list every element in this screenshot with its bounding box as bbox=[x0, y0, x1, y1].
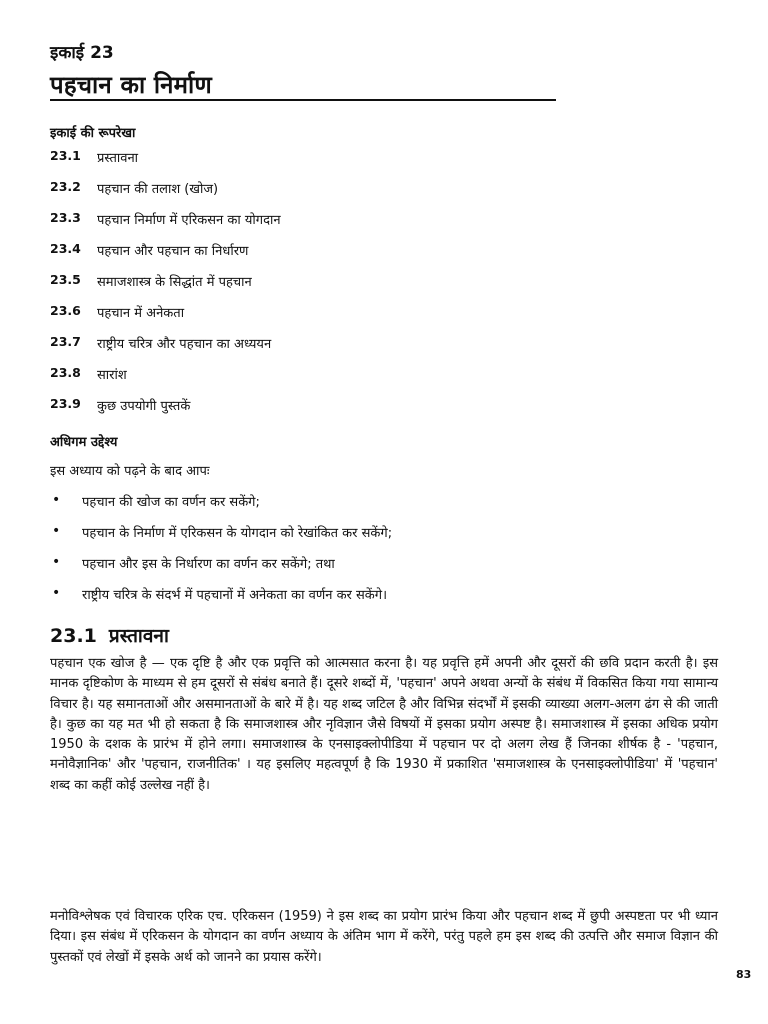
objectives-heading: अधिगम उद्देश्य bbox=[50, 435, 118, 450]
outline-item-text: प्रस्तावना bbox=[97, 151, 139, 166]
outline-item bbox=[50, 179, 650, 210]
outline-item-number: 23.2 bbox=[50, 179, 81, 194]
outline-item-number: 23.3 bbox=[50, 210, 81, 225]
outline-item-text: कुछ उपयोगी पुस्तकें bbox=[97, 399, 191, 414]
objective-text: राष्ट्रीय चरित्र के संदर्भ में पहचानों में अनेकता का वर्णन कर सकेंगे। bbox=[82, 588, 388, 603]
outline-item-text: समाजशास्त्र के सिद्धांत में पहचान bbox=[97, 275, 252, 290]
outline-item bbox=[50, 148, 650, 179]
outline-item bbox=[50, 210, 650, 241]
outline-item-text: राष्ट्रीय चरित्र और पहचान का अध्ययन bbox=[97, 337, 272, 352]
bullet-icon: • bbox=[52, 554, 61, 570]
objective-text: पहचान और इस के निर्धारण का वर्णन कर सकेंगे; तथा bbox=[82, 557, 335, 572]
page-number: 83 bbox=[736, 968, 752, 981]
outline-item bbox=[50, 365, 650, 396]
outline-item-number: 23.7 bbox=[50, 334, 81, 349]
outline-item-text: पहचान निर्माण में एरिकसन का योगदान bbox=[97, 213, 281, 228]
outline-item-text: पहचान और पहचान का निर्धारण bbox=[97, 244, 249, 259]
body-paragraph: पहचान एक खोज है — एक दृष्टि है और एक प्रवृत्ति को आत्मसात करना है। यह प्रवृत्ति हमें अपनी और दूसरों की छवि प्रदान करती है। इस मानक दृष्टिकोण के माध्यम से हम दूसरों से संबंध बनाते हैं। दूसरे शब्दों में, 'पहचान' अपने अथवा अन्यों के संबंध में विकसित किया गया सामान्य विचार है। यह समानताओं और असमानताओं के बारे में है। यह शब्द जटिल है और विभिन्न संदर्भों में इसकी व्याख्या अलग-अलग ढंग से की जाती है। कुछ का यह मत भी हो सकता है कि समाजशास्त्र और नृविज्ञान जैसे विषयों में इसका प्रयोग अस्पष्ट है। समाजशास्त्र में इसका अधिक प्रयोग 1950 के दशक के प्रारंभ में होने लगा। समाजशास्त्र के एनसाइक्लोपीडिया में पहचान पर दो अलग लेख हैं जिनका शीर्षक है - 'पहचान, मनोवैज्ञानिक' और 'पहचान, राजनीतिक' । यह इसलिए महत्वपूर्ण है कि 1930 में प्रकाशित 'समाजशास्त्र के एनसाइक्लोपीडिया' में 'पहचान' शब्द का कहीं कोई उल्लेख नहीं है। bbox=[50, 656, 718, 793]
page-title: पहचान का निर्माण bbox=[50, 71, 212, 99]
outline-item bbox=[50, 303, 650, 334]
objective-text: पहचान की खोज का वर्णन कर सकेंगे; bbox=[82, 495, 260, 510]
bullet-icon: • bbox=[52, 585, 61, 601]
outline-item-number: 23.9 bbox=[50, 396, 81, 411]
outline-list bbox=[50, 148, 650, 427]
outline-item bbox=[50, 272, 650, 303]
outline-heading: इकाई की रूपरेखा bbox=[50, 126, 136, 141]
outline-item bbox=[50, 396, 650, 427]
outline-item-number: 23.1 bbox=[50, 148, 81, 163]
outline-item-text: पहचान की तलाश (खोज) bbox=[97, 182, 219, 197]
unit-label: इकाई 23 bbox=[50, 43, 114, 63]
bullet-icon: • bbox=[52, 523, 61, 539]
outline-item bbox=[50, 334, 650, 365]
objective-item bbox=[50, 554, 690, 585]
objective-text: पहचान के निर्माण में एरिकसन के योगदान को रेखांकित कर सकेंगे; bbox=[82, 526, 393, 541]
section-title: प्रस्तावना bbox=[108, 625, 169, 647]
outline-item-number: 23.6 bbox=[50, 303, 81, 318]
outline-item-number: 23.4 bbox=[50, 241, 81, 256]
section-number: 23.1 bbox=[50, 625, 97, 647]
objectives-intro: इस अध्याय को पढ़ने के बाद आपः bbox=[50, 464, 210, 479]
outline-item-number: 23.5 bbox=[50, 272, 81, 287]
objective-item bbox=[50, 585, 690, 616]
outline-item-text: पहचान में अनेकता bbox=[97, 306, 185, 321]
outline-item-text: सारांश bbox=[97, 368, 127, 383]
body-paragraph: मनोविश्लेषक एवं विचारक एरिक एच. एरिकसन (1959) ने इस शब्द का प्रयोग प्रारंभ किया और पहचान शब्द में छुपी अस्पष्टता पर भी ध्यान दिया। इस संबंध में एरिकसन के योगदान का वर्णन अध्याय के अंतिम भाग में करेंगे, परंतु पहले हम इस शब्द की उत्पत्ति और समाज विज्ञान की पुस्तकों एवं लेखों में इसके अर्थ को जानने का प्रयास करेंगे। bbox=[50, 909, 718, 965]
objective-item bbox=[50, 492, 690, 523]
outline-item bbox=[50, 241, 650, 272]
bullet-icon: • bbox=[52, 492, 61, 508]
objective-item bbox=[50, 523, 690, 554]
section-heading bbox=[50, 622, 169, 648]
outline-item-number: 23.8 bbox=[50, 365, 81, 380]
objectives-list bbox=[50, 492, 690, 616]
title-underline bbox=[50, 99, 556, 101]
